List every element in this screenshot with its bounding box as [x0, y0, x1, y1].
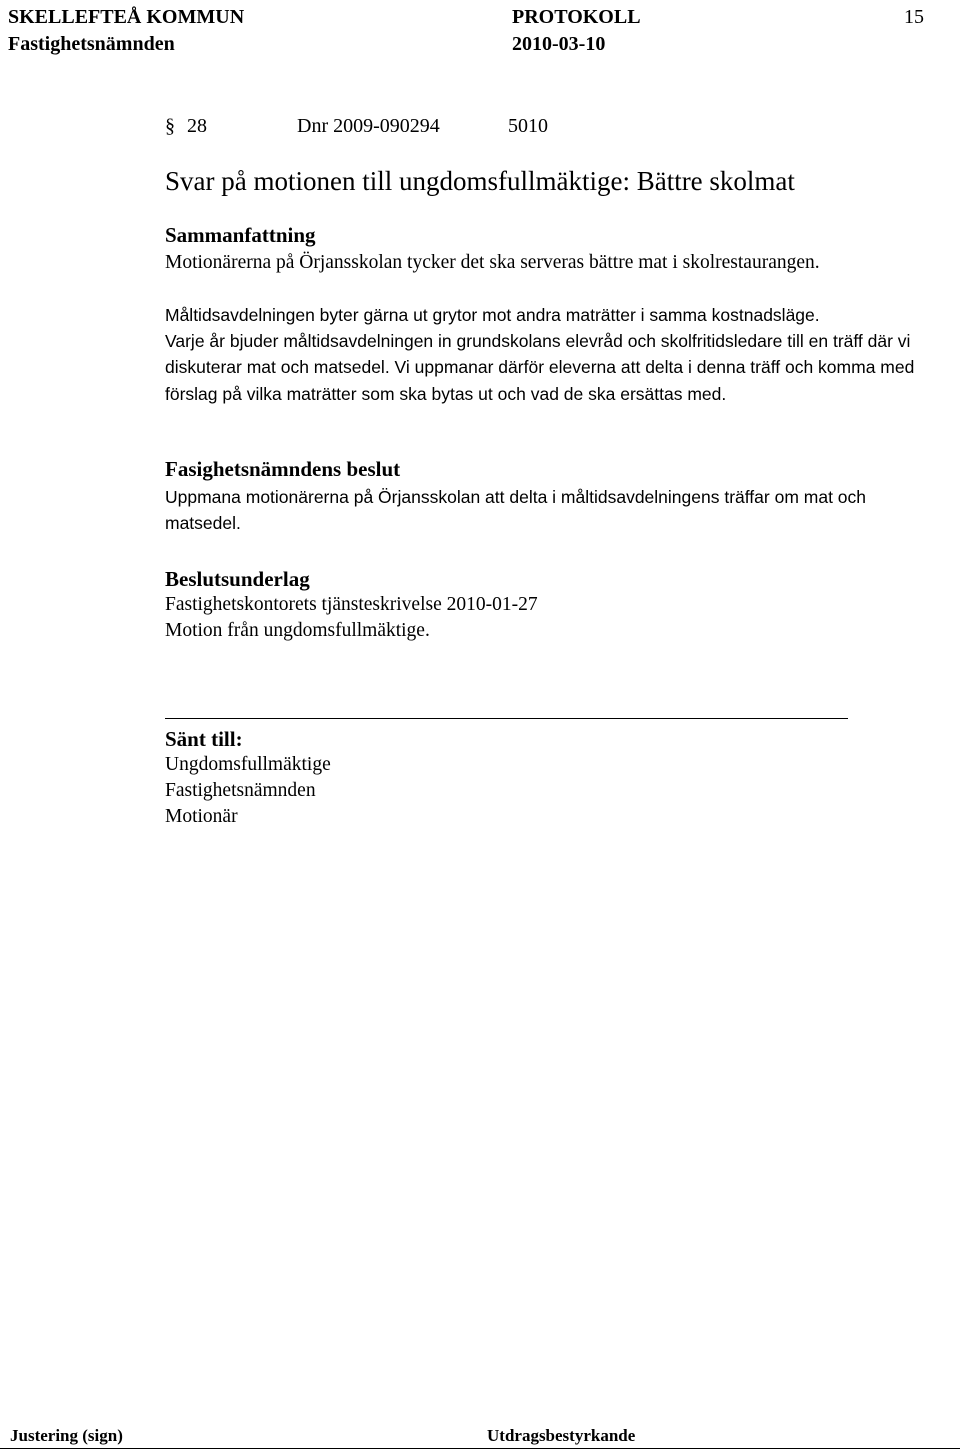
- recipient-item: Motionär: [165, 806, 238, 827]
- organization-name: SKELLEFTEÅ KOMMUN: [8, 6, 245, 28]
- divider: [165, 718, 848, 719]
- section-symbol: §: [165, 115, 175, 137]
- diary-number: Dnr 2009-090294: [297, 115, 440, 137]
- paragraph-reference: [165, 112, 548, 140]
- document-date: 2010-03-10: [512, 33, 606, 55]
- summary-paragraph-3: Varje år bjuder måltidsavdelningen in grundskolans elevråd och skolfritidsledare till en träff där vi diskuterar mat och matsedel. Vi uppmanar därför eleverna att delta i denna träff och komma med förslag på vilka maträtter som ska bytas ut och vad de ska ersättas med.: [165, 331, 915, 404]
- recipient-item: Fastighetsnämnden: [165, 780, 316, 801]
- summary-text: Motionärerna på Örjansskolan tycker det ska serveras bättre mat i skolrestaurangen.: [165, 252, 820, 273]
- summary-paragraph-2: Måltidsavdelningen byter gärna ut grytor mot andra maträtter i samma kostnadsläge.: [165, 305, 820, 325]
- decision-heading: Fasighetsnämndens beslut: [165, 457, 401, 481]
- basis-list: [165, 592, 925, 644]
- footer-line: [0, 1448, 960, 1449]
- page-number: 15: [904, 6, 924, 28]
- recipient-list: [165, 752, 925, 830]
- decision-text: Uppmana motionärerna på Örjansskolan att delta i måltidsavdelningens träffar om mat och matsedel.: [165, 487, 867, 534]
- archive-code: 5010: [508, 115, 548, 137]
- paragraph-number: 28: [187, 115, 207, 137]
- basis-heading: Beslutsunderlag: [165, 567, 310, 591]
- department-name: Fastighetsnämnden: [8, 33, 175, 55]
- extract-label: Utdragsbestyrkande: [487, 1426, 636, 1445]
- signature-label: Justering (sign): [10, 1426, 123, 1445]
- basis-item: Fastighetskontorets tjänsteskrivelse 2010-01-27: [165, 594, 538, 615]
- page-title: Svar på motionen till ungdomsfullmäktige: Bättre skolmat: [165, 166, 795, 196]
- summary-heading: Sammanfattning: [165, 223, 316, 247]
- sent-to-heading: Sänt till:: [165, 727, 243, 751]
- basis-item: Motion från ungdomsfullmäktige.: [165, 620, 430, 641]
- document-type: PROTOKOLL: [512, 6, 641, 28]
- recipient-item: Ungdomsfullmäktige: [165, 754, 331, 775]
